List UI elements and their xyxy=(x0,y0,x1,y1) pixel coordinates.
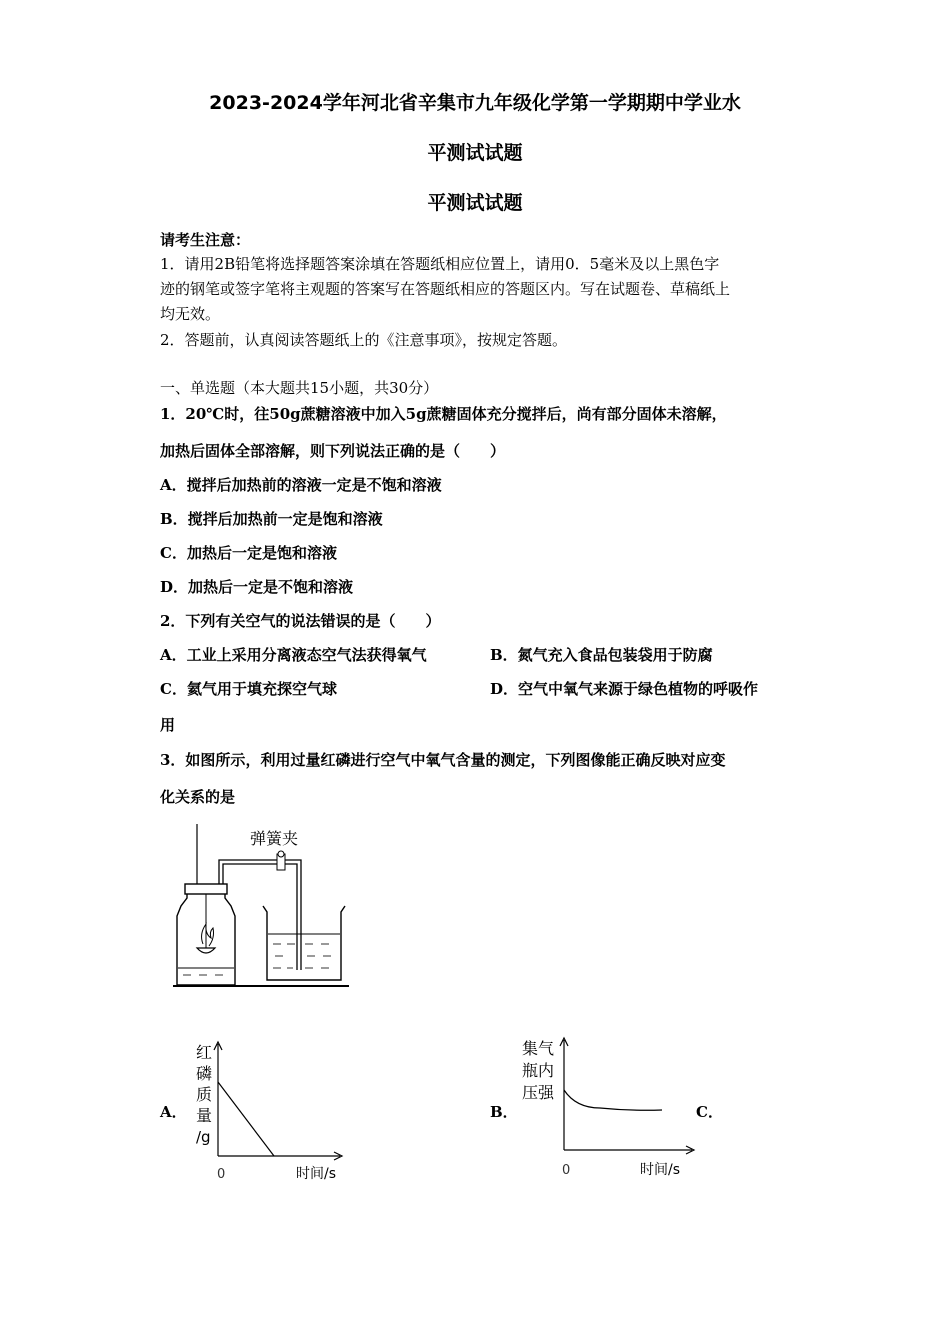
question-2-stem: 2．下列有关空气的说法错误的是（ ） xyxy=(160,612,441,630)
graph-b-curve xyxy=(564,1090,662,1110)
question-1-option-a: A．搅拌后加热前的溶液一定是不饱和溶液 xyxy=(160,476,442,494)
graph-a-ylabel-3: 质 xyxy=(196,1085,213,1104)
page-title-line3: 平测试试题 xyxy=(427,192,523,214)
graph-a xyxy=(190,1038,360,1188)
graph-a-ylabel-1: 红 xyxy=(196,1043,213,1062)
graph-b-xlabel: 时间/s xyxy=(640,1162,681,1178)
question-3-stem: 3．如图所示，利用过量红磷进行空气中氧气含量的测定，下列图像能正确反映对应变 xyxy=(160,751,726,769)
question-1-option-c: C．加热后一定是饱和溶液 xyxy=(160,544,337,562)
graph-a-line xyxy=(218,1082,274,1156)
graph-a-ylabel-4: 量 xyxy=(196,1106,213,1125)
question-3-stem-cont: 化关系的是 xyxy=(160,788,236,806)
graph-a-ylabel-5: /g xyxy=(196,1128,211,1146)
page-title-line2: 平测试试题 xyxy=(427,142,523,164)
question-2-option-a: A．工业上采用分离液态空气法获得氧气 xyxy=(160,646,427,664)
notice-item-1-cont2: 均无效。 xyxy=(160,305,221,323)
graph-b xyxy=(520,1034,700,1184)
question-2-option-d-cont: 用 xyxy=(160,716,176,734)
graph-a-ylabel-2: 磷 xyxy=(196,1064,213,1083)
spring-clip-label: 弹簧夹 xyxy=(250,829,299,848)
graph-a-origin: 0 xyxy=(217,1167,226,1182)
notice-heading: 请考生注意： xyxy=(160,231,251,249)
question-1-stem: 1．20℃时，往50g蔗糖溶液中加入5g蔗糖固体充分搅拌后，尚有部分固体未溶解， xyxy=(160,405,727,423)
question-3-option-a-label: A． xyxy=(160,1103,187,1121)
graph-a-xlabel: 时间/s xyxy=(296,1166,337,1182)
question-3-option-c-label: C． xyxy=(696,1103,723,1121)
graph-b-origin: 0 xyxy=(562,1163,571,1178)
graph-b-ylabel-2: 瓶内 xyxy=(522,1061,555,1080)
question-2-option-c: C．氦气用于填充探空气球 xyxy=(160,680,337,698)
graph-b-ylabel-1: 集气 xyxy=(522,1039,555,1058)
question-2-option-d: D．空气中氧气来源于绿色植物的呼吸作 xyxy=(490,680,759,698)
graph-b-ylabel-3: 压强 xyxy=(522,1083,555,1102)
question-3-option-b-label: B． xyxy=(490,1103,518,1121)
apparatus-figure xyxy=(165,820,365,995)
notice-item-2: 2．答题前，认真阅读答题纸上的《注意事项》，按规定答题。 xyxy=(160,331,568,349)
question-1-option-b: B．搅拌后加热前一定是饱和溶液 xyxy=(160,510,383,528)
question-1-option-d: D．加热后一定是不饱和溶液 xyxy=(160,578,354,596)
section-heading: 一、单选题（本大题共15小题，共30分） xyxy=(160,379,439,397)
notice-item-1-cont: 迹的钢笔或签字笔将主观题的答案写在答题纸相应的答题区内。写在试题卷、草稿纸上 xyxy=(160,280,731,298)
question-1-stem-cont: 加热后固体全部溶解，则下列说法正确的是（ ） xyxy=(160,442,506,460)
question-2-option-b: B．氮气充入食品包装袋用于防腐 xyxy=(490,646,713,664)
page-title: 2023-2024学年河北省辛集市九年级化学第一学期期中学业水 xyxy=(209,92,741,114)
notice-item-1: 1．请用2B铅笔将选择题答案涂填在答题纸相应位置上，请用0．5毫米及以上黑色字 xyxy=(160,255,720,273)
